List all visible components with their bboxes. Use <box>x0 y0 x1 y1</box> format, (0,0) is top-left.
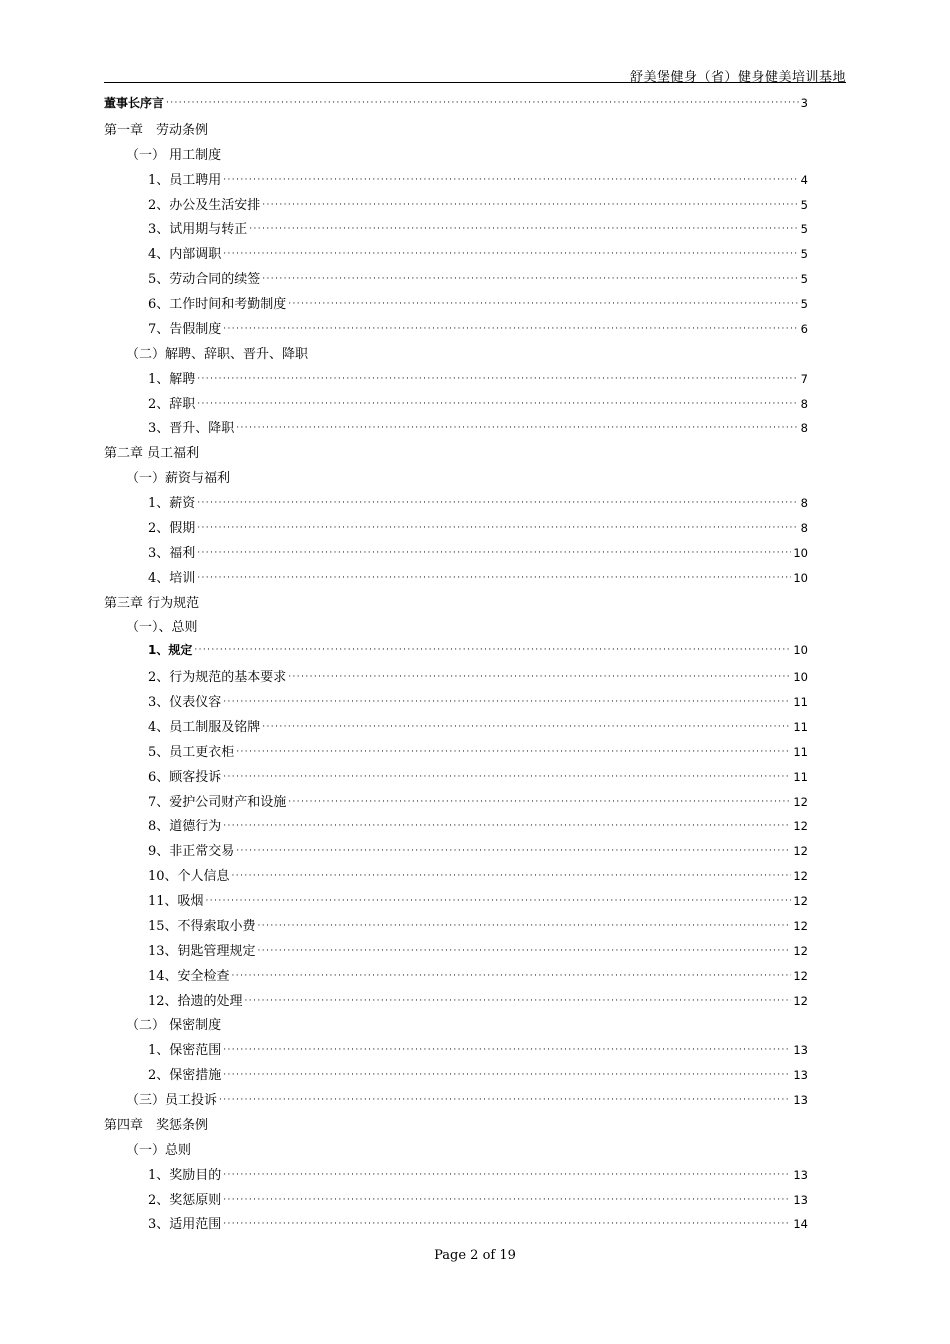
toc-dot-leader <box>166 98 799 108</box>
toc-dot-leader <box>258 946 792 956</box>
toc-entry[interactable] <box>104 268 808 293</box>
toc-entry-label: （二） 保密制度 <box>126 1018 222 1034</box>
toc-entry[interactable] <box>104 343 808 368</box>
toc-entry[interactable] <box>104 194 808 219</box>
toc-entry[interactable] <box>104 1114 808 1139</box>
toc-entry-page-number: 11 <box>793 769 808 784</box>
toc-entry-page-number: 4 <box>800 172 808 187</box>
toc-dot-leader <box>223 175 798 185</box>
toc-entry-label: 9、非正常交易 <box>148 844 235 860</box>
toc-entry-label: 7、爱护公司财产和设施 <box>148 794 287 810</box>
toc-entry-label: 2、奖惩原则 <box>148 1192 222 1208</box>
toc-dot-leader <box>223 1195 791 1205</box>
toc-entry-label: 第四章 奖惩条例 <box>104 1117 209 1133</box>
toc-entry[interactable] <box>104 1164 808 1189</box>
toc-dot-leader <box>262 722 791 732</box>
toc-entry[interactable] <box>104 1089 808 1114</box>
toc-dot-leader <box>223 1170 791 1180</box>
toc-entry[interactable] <box>104 1189 808 1214</box>
toc-entry-label: 3、晋升、降职 <box>148 421 235 437</box>
toc-dot-leader <box>262 274 798 284</box>
toc-entry[interactable] <box>104 965 808 990</box>
toc-dot-leader <box>223 249 798 259</box>
toc-dot-leader <box>262 200 798 210</box>
toc-entry-page-number: 12 <box>793 844 808 859</box>
toc-entry-label: 5、员工更衣柜 <box>148 744 235 760</box>
toc-entry-page-number: 13 <box>793 1068 808 1083</box>
toc-entry-page-number: 12 <box>793 968 808 983</box>
toc-entry-label: 第二章 员工福利 <box>104 446 200 462</box>
toc-dot-leader <box>236 423 798 433</box>
toc-entry-page-number: 8 <box>800 520 808 535</box>
toc-entry-page-number: 12 <box>793 918 808 933</box>
toc-entry[interactable] <box>104 1014 808 1039</box>
toc-entry-label: 12、拾遗的处理 <box>148 993 243 1009</box>
toc-entry[interactable] <box>104 293 808 318</box>
toc-entry-page-number: 5 <box>800 197 808 212</box>
toc-entry-page-number: 13 <box>793 1043 808 1058</box>
toc-entry-label: 1、解聘 <box>148 371 196 387</box>
toc-entry-page-number: 5 <box>800 247 808 262</box>
toc-entry-label: 15、不得索取小费 <box>148 918 256 934</box>
toc-entry-page-number: 13 <box>793 1192 808 1207</box>
toc-entry[interactable] <box>104 467 808 492</box>
toc-entry[interactable] <box>104 1064 808 1089</box>
toc-entry-label: 3、仪表仪容 <box>148 695 222 710</box>
toc-entry[interactable] <box>104 915 808 940</box>
toc-entry[interactable] <box>104 94 808 119</box>
toc-entry[interactable] <box>104 716 808 741</box>
toc-entry-label: 14、安全检查 <box>148 968 230 984</box>
toc-dot-leader <box>223 821 791 831</box>
toc-dot-leader <box>288 299 798 309</box>
toc-entry-label: 10、个人信息 <box>148 869 230 885</box>
table-of-contents <box>104 94 808 1238</box>
toc-entry-label: 11、吸烟 <box>148 894 204 909</box>
toc-entry[interactable] <box>104 144 808 169</box>
toc-entry[interactable] <box>104 119 808 144</box>
toc-dot-leader <box>236 846 791 856</box>
toc-dot-leader <box>206 896 792 906</box>
toc-entry-label: （一）总则 <box>126 1142 192 1158</box>
toc-dot-leader <box>197 523 798 533</box>
toc-entry-label: 7、告假制度 <box>148 321 222 337</box>
toc-entry-label: 3、福利 <box>148 545 196 561</box>
toc-entry-page-number: 8 <box>800 496 808 510</box>
toc-dot-leader <box>232 971 792 981</box>
toc-entry-page-number: 13 <box>793 1167 808 1182</box>
toc-entry-page-number: 11 <box>793 695 808 709</box>
toc-entry-page-number: 12 <box>793 794 808 809</box>
toc-entry-label: 2、办公及生活安排 <box>148 197 261 213</box>
toc-entry-label: 1、保密范围 <box>148 1043 222 1059</box>
toc-entry-label: 1、薪资 <box>148 496 196 511</box>
toc-dot-leader <box>288 672 791 682</box>
toc-entry-label: （一）、总则 <box>126 620 198 636</box>
toc-entry[interactable] <box>104 243 808 268</box>
toc-entry[interactable] <box>104 218 808 243</box>
toc-entry-label: 8、道德行为 <box>148 819 222 835</box>
toc-entry-label: 13、钥匙管理规定 <box>148 943 256 959</box>
toc-dot-leader <box>197 399 798 409</box>
toc-dot-leader <box>223 697 791 707</box>
toc-entry-label: （三）员工投诉 <box>126 1093 218 1108</box>
header-divider <box>104 82 846 83</box>
toc-entry-label: 1、员工聘用 <box>148 172 222 188</box>
toc-dot-leader <box>249 224 798 234</box>
toc-entry[interactable] <box>104 1213 808 1238</box>
toc-entry-label: 第一章 劳动条例 <box>104 122 209 138</box>
toc-entry[interactable] <box>104 567 808 592</box>
toc-dot-leader <box>223 1219 791 1229</box>
toc-entry-page-number: 6 <box>800 321 808 336</box>
toc-dot-leader <box>197 498 798 508</box>
toc-entry[interactable] <box>104 417 808 442</box>
toc-entry-page-number: 13 <box>793 1093 808 1107</box>
toc-dot-leader <box>236 747 791 757</box>
toc-entry[interactable] <box>104 368 808 393</box>
toc-entry[interactable] <box>104 592 808 617</box>
toc-entry-label: 第三章 行为规范 <box>104 595 200 611</box>
toc-dot-leader <box>197 573 791 583</box>
toc-dot-leader <box>194 645 791 655</box>
toc-entry-page-number: 10 <box>793 670 808 685</box>
toc-entry-page-number: 12 <box>793 894 808 908</box>
toc-entry-page-number: 5 <box>800 297 808 311</box>
toc-entry[interactable] <box>104 840 808 865</box>
toc-entry[interactable] <box>104 865 808 890</box>
toc-entry[interactable] <box>104 616 808 641</box>
toc-entry-label: 2、辞职 <box>148 396 196 412</box>
toc-entry[interactable] <box>104 542 808 567</box>
toc-entry[interactable] <box>104 492 808 517</box>
toc-entry[interactable] <box>104 1039 808 1064</box>
toc-dot-leader <box>258 921 792 931</box>
toc-entry[interactable] <box>104 815 808 840</box>
toc-entry-page-number: 12 <box>793 869 808 884</box>
toc-entry-label: 6、工作时间和考勤制度 <box>148 297 287 312</box>
toc-entry-label: 3、试用期与转正 <box>148 222 248 238</box>
toc-dot-leader <box>223 1045 791 1055</box>
toc-entry[interactable] <box>104 791 808 816</box>
toc-entry-page-number: 12 <box>793 993 808 1008</box>
toc-entry-page-number: 5 <box>800 272 808 287</box>
toc-entry[interactable] <box>104 169 808 194</box>
toc-entry[interactable] <box>104 741 808 766</box>
toc-entry-page-number: 14 <box>793 1217 808 1232</box>
toc-entry-page-number: 8 <box>800 396 808 411</box>
toc-dot-leader <box>223 1070 791 1080</box>
toc-entry-page-number: 11 <box>793 744 808 759</box>
toc-dot-leader <box>232 871 792 881</box>
toc-entry-label: 4、员工制服及铭牌 <box>148 719 261 735</box>
toc-entry[interactable] <box>104 890 808 915</box>
toc-entry-page-number: 8 <box>800 421 808 436</box>
toc-entry-label: （二）解聘、辞职、晋升、降职 <box>126 346 309 362</box>
toc-entry[interactable] <box>104 666 808 691</box>
page-number-footer: Page 2 of 19 <box>434 1248 516 1263</box>
toc-entry-page-number: 11 <box>793 719 808 734</box>
toc-entry-label: 董事长序言 <box>104 96 165 110</box>
toc-entry-label: 3、适用范围 <box>148 1217 222 1233</box>
toc-entry-page-number: 3 <box>800 96 808 110</box>
toc-entry-page-number: 12 <box>793 819 808 834</box>
toc-dot-leader <box>223 772 791 782</box>
toc-entry-label: （一）薪资与福利 <box>126 471 231 487</box>
document-header-title: 舒美堡健身（省）健身健美培训基地 <box>629 70 846 85</box>
toc-dot-leader <box>197 374 798 384</box>
toc-entry-label: 4、培训 <box>148 570 196 586</box>
toc-entry-label: 2、假期 <box>148 520 196 536</box>
toc-entry[interactable] <box>104 691 808 716</box>
toc-entry[interactable] <box>104 442 808 467</box>
toc-entry-page-number: 10 <box>793 570 808 585</box>
toc-entry-label: 6、顾客投诉 <box>148 769 222 785</box>
toc-entry-label: （一） 用工制度 <box>126 147 222 163</box>
toc-entry-page-number: 5 <box>800 222 808 237</box>
toc-entry-label: 4、内部调职 <box>148 247 222 263</box>
toc-dot-leader <box>197 548 791 558</box>
toc-entry-page-number: 12 <box>793 943 808 958</box>
toc-entry-page-number: 10 <box>793 643 808 658</box>
toc-dot-leader <box>288 797 791 807</box>
toc-entry[interactable] <box>104 990 808 1015</box>
toc-entry-page-number: 10 <box>793 545 808 560</box>
toc-dot-leader <box>219 1095 791 1105</box>
toc-entry-label: 2、保密措施 <box>148 1068 222 1084</box>
toc-entry-label: 5、劳动合同的续签 <box>148 272 261 288</box>
toc-entry-label: 2、行为规范的基本要求 <box>148 670 287 686</box>
toc-entry[interactable] <box>104 766 808 791</box>
toc-entry[interactable] <box>104 393 808 418</box>
toc-entry-page-number: 7 <box>800 371 808 386</box>
toc-entry-label: 1、奖励目的 <box>148 1167 222 1183</box>
toc-entry[interactable] <box>104 318 808 343</box>
toc-entry[interactable] <box>104 641 808 666</box>
toc-entry[interactable] <box>104 517 808 542</box>
toc-entry[interactable] <box>104 1139 808 1164</box>
toc-entry-label: 1、规定 <box>148 643 193 658</box>
toc-dot-leader <box>245 996 792 1006</box>
toc-dot-leader <box>223 324 798 334</box>
toc-entry[interactable] <box>104 940 808 965</box>
